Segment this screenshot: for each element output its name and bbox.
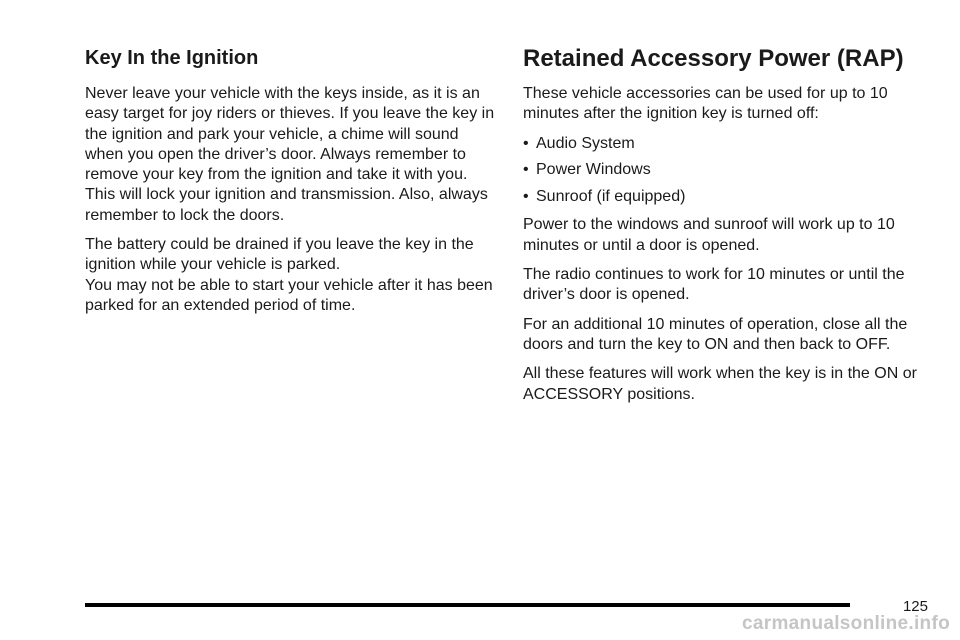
section-title-key-in-ignition: Key In the Ignition xyxy=(85,47,259,69)
paragraph-additional-time: For an additional 10 minutes of operation, close all the doors and turn the key to ON and then back to OFF. xyxy=(523,315,908,353)
section-title-rap: Retained Accessory Power (RAP) xyxy=(523,45,904,72)
paragraph-start-failure: You may not be able to start your vehicle after it has been parked for an extended period of time. xyxy=(85,276,493,314)
accessory-list xyxy=(523,134,943,208)
paragraph-positions: All these features will work when the key is in the ON or ACCESSORY positions. xyxy=(523,365,917,403)
bullet-icon: • xyxy=(523,188,529,206)
list-item xyxy=(523,134,943,154)
page-number: 125 xyxy=(902,598,928,615)
list-item xyxy=(523,187,943,207)
watermark: carmanualsonline.info xyxy=(742,613,950,634)
bullet-icon: • xyxy=(523,161,529,179)
paragraph-rap-intro: These vehicle accessories can be used for up to 10 minutes after the ignition key is turned off: xyxy=(523,85,888,123)
list-item-label: Sunroof (if equipped) xyxy=(536,188,686,206)
list-item-label: Power Windows xyxy=(536,161,651,179)
list-item-label: Audio System xyxy=(536,134,635,152)
list-item xyxy=(523,160,943,180)
paragraph-radio: The radio continues to work for 10 minutes or until the driver’s door is opened. xyxy=(523,266,905,304)
paragraph-battery-drain: The battery could be drained if you leave the key in the ignition while your vehicle is parked. xyxy=(85,236,474,274)
footer-rule xyxy=(85,603,850,607)
right-column xyxy=(523,44,943,414)
paragraph-key-warning: Never leave your vehicle with the keys inside, as it is an easy target for joy riders or thieves. If you leave the key in the ignition and park your vehicle, a chime will sound when you open the driver’s door. Always remember to remove your key from the ignition and take it with you. This will lock your ignition and transmission. Also, always remember to lock the doors. xyxy=(85,85,495,224)
left-column xyxy=(85,46,495,325)
paragraph-windows-sunroof: Power to the windows and sunroof will work up to 10 minutes or until a door is opened. xyxy=(523,216,895,254)
bullet-icon: • xyxy=(523,134,529,152)
